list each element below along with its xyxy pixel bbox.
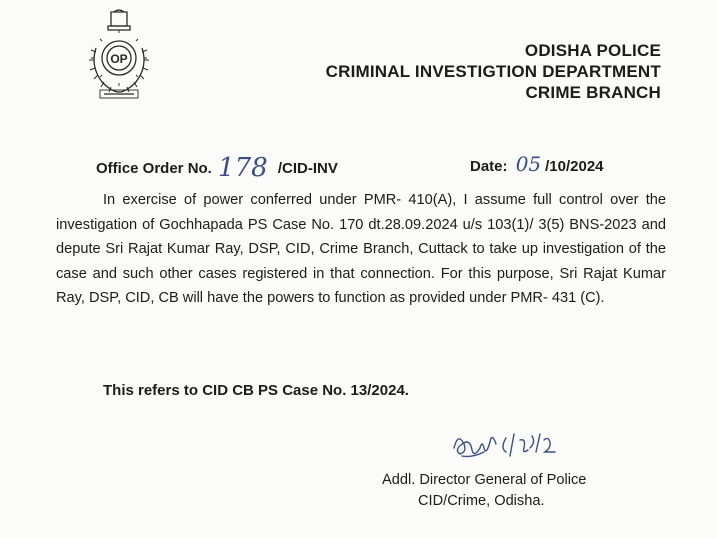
date-label: Date: xyxy=(470,158,508,175)
order-number-handwritten: 178 xyxy=(218,153,268,183)
signatory-office: CID/Crime, Odisha. xyxy=(418,493,545,509)
date-day-handwritten: 05 xyxy=(515,152,542,176)
order-date-line xyxy=(470,152,604,176)
case-reference: This refers to CID CB PS Case No. 13/2024. xyxy=(103,382,409,399)
handwritten-signature-icon xyxy=(448,418,578,472)
order-body xyxy=(56,188,666,311)
order-label: Office Order No. xyxy=(96,160,212,177)
odisha-police-emblem-icon xyxy=(78,8,160,100)
order-paragraph: In exercise of power conferred under PMR- 410(A), I assume full control over the investigation of Gochhapada PS Case No. 170 dt.28.09.2024 u/s 103(1)/ 3(5) BNS-2023 and depute Sri Rajat Kumar Ray, DSP, CID, Crime Branch, Cuttack to take up investigation of the case and such other cases registered in that connection. For this purpose, Sri Rajat Kumar Ray, DSP, CID, CB will have the powers to function as provided under PMR- 431 (C). xyxy=(56,192,666,307)
branch-name: CRIME BRANCH xyxy=(525,83,661,102)
signatory-block xyxy=(382,470,586,512)
signatory-designation: Addl. Director General of Police xyxy=(382,472,587,488)
order-number-line xyxy=(96,150,338,183)
order-suffix: /CID-INV xyxy=(277,160,338,177)
svg-text:OP: OP xyxy=(110,52,128,66)
letterhead xyxy=(326,40,661,103)
department-name: CRIMINAL INVESTIGTION DEPARTMENT xyxy=(325,62,661,81)
org-name: ODISHA POLICE xyxy=(524,41,661,60)
date-month-year: /10/2024 xyxy=(545,158,604,175)
